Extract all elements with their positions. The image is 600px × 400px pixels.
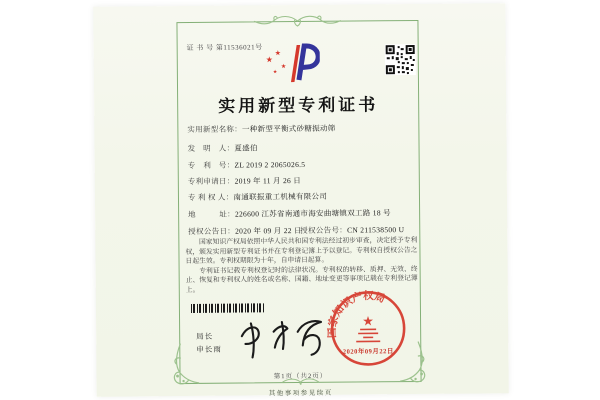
svg-text:★: ★ [362,313,374,329]
svg-text:★: ★ [272,70,278,76]
field-value: 226600 江苏省南通市海安曲塘镇双工路 18 号 [234,208,391,219]
officer-block [196,330,222,356]
certificate-number: 证 书 号 第11536021号 [186,43,263,52]
field-patentee [188,191,327,203]
field-value: 2019 年 11 月 26 日 [234,175,302,186]
certificate-paper [93,3,508,397]
field-address [188,207,391,220]
field-grant-date [188,225,302,237]
official-seal-icon [327,287,410,370]
field-label: 授权公告日： [188,226,236,236]
field-value: ZL 2019 2 2065026.5 [234,159,306,170]
sipo-logo-icon [262,42,320,85]
svg-text:★: ★ [274,49,282,58]
field-value: 2020 年 09 月 22 日 [235,225,302,236]
field-utility-model-name [187,123,335,135]
page-number: 第1页（共2页） [273,372,328,381]
svg-text:国家知识产权局 [327,289,388,338]
barcode-icon [191,303,265,313]
field-label: 实用新型名称： [187,124,243,134]
svg-text:★: ★ [265,55,273,65]
officer-name: 申长雨 [196,344,222,354]
legal-paragraph-1: 国家知识产权局依照中华人民共和国专利法经过初步审查，决定授予专利权，颁发实用新型专利证书并在专利登记簿上予以登记。专利权自授权公告之日起生效。专利权期限为十年，自申请日起算。 [185,236,418,266]
field-value: CN 211538500 U [347,225,405,235]
seal-date: 2020年09月22日 [342,348,394,356]
svg-text:★: ★ [280,64,287,71]
field-label: 发 明 人： [187,143,235,153]
field-filing-date [188,175,301,187]
field-label: 专 利 权 人： [187,192,234,202]
field-value: 夏盛伯 [234,143,258,153]
seal-agency-text: 国家知识产权局 [327,291,387,339]
field-inventor [187,142,257,154]
qr-code-icon [385,44,416,75]
field-value: 南通联振重工机械有限公司 [233,191,328,202]
field-label: 地 址： [188,209,235,219]
field-grant-number [300,224,404,236]
certificate-title: 实用新型专利证书 [218,95,379,116]
officer-title: 局长 [196,331,214,341]
continuation-note: 其他事项参见续页 [268,389,333,398]
legal-paragraph-2: 专利证书记载专利权登记时的法律状况。专利权的转移、质押、无效、终止、恢复和专利权人的姓名或名称、国籍、地址变更等事项记载在专利登记簿上。 [185,265,418,294]
field-label: 专 利 号： [187,160,235,170]
field-value: 一种新型平衡式砂糖振动筛 [241,123,336,134]
field-label: 授权公告号： [300,225,348,236]
field-label: 专利申请日： [187,176,235,186]
signature-handwriting-icon [232,312,327,367]
field-patent-number [188,159,306,171]
